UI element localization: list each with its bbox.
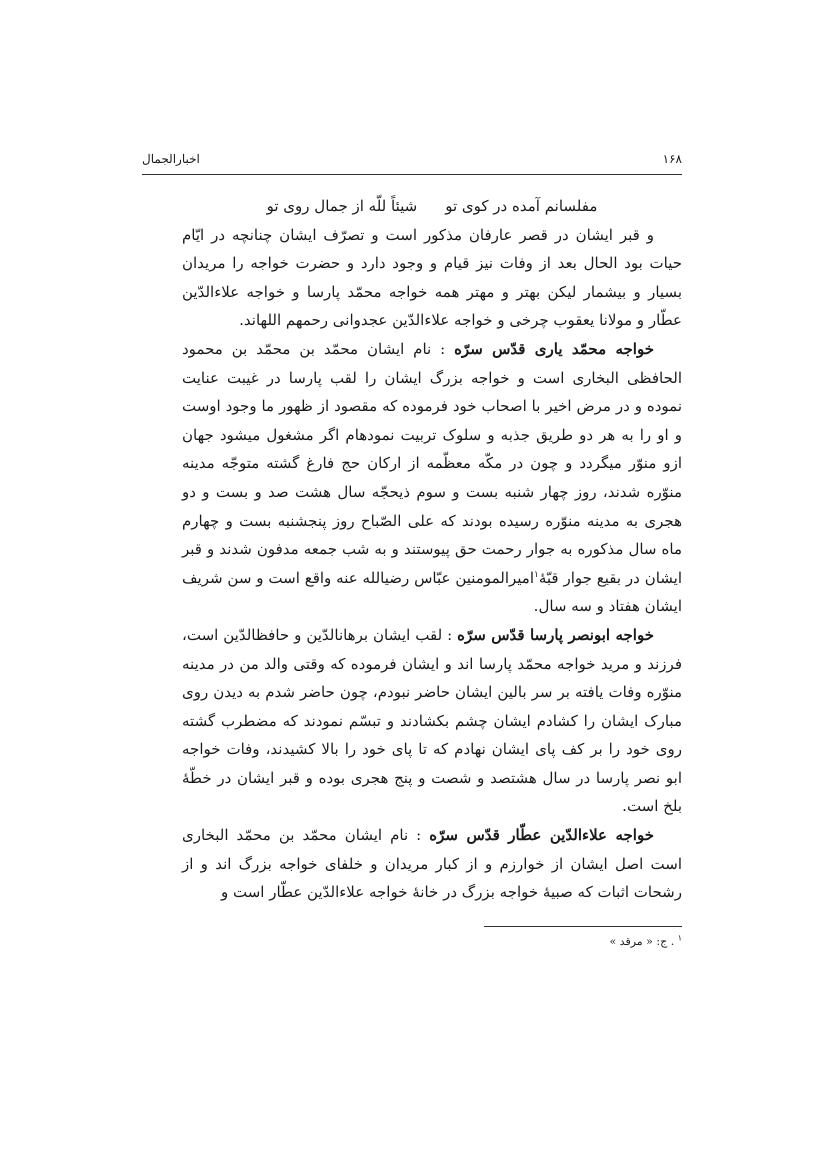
paragraph-text: : نام ایشان محمّد بن محمّد البخاری است اصل ایشان از خوارزم و از کبار مریدان و خلفای خواجه بزرگ اند و از رشحات اثبات که صبیهٔ خواجه بزرگ در خانهٔ خواجه علاءالدّین عطّار است و: [182, 826, 682, 902]
paragraph-text: و قبر ایشان در قصر عارفان مذکور است و تصرّف ایشان چنانچه در ایّام حیات بود الحال بعد از وفات نیز قیام و وجود دارد و حضرت خواجه را مریدان بسیار و بیشمار لیکن بهتر و مهتر همه خواجه محمّد پارسا و خواجه علاءالدّین عطّار و مولانا یعقوب چرخی و خواجه علاءالدّین عجدوانی رحمهم اللهاند.: [182, 225, 682, 330]
page-header: [142, 148, 682, 172]
section-heading: خواجه علاءالدّین عطّار قدّس سرّه: [429, 826, 654, 845]
footnote-rule: [484, 926, 682, 927]
footnote-text: . ج: « مرقد »: [609, 935, 675, 948]
paragraph-text: امیرالمومنین عبّاس رضیالله عنه واقع است و سن شریف ایشان هفتاد و سه سال.: [182, 568, 682, 616]
verse: [182, 192, 682, 221]
paragraph-muhammad-parsa: [182, 335, 682, 621]
paragraph-text: : نام ایشان محمّد بن محمّد بن محمود الحافظی البخاری است و خواجه بزرگ ایشان را لقب پارسا در غیبت عنایت نموده و در مرض اخیر با اصحاب خود فرموده که مقصود از ظهور ما وجود اوست و او را به هر دو طریق جذبه و سلوک تربیت نمودهام اگر مشغول میشود جهان ازو منوّر میگردد و چون در مکّه معظّمه از ارکان حج فارغ گشته متوجّه مدینه منوّره شدند، روز چهار شنبه بست و سوم ذیحجّه سال هشت صد و بست و دو هجری به مدینه منوّره رسیده بودند که علی الصّباح روز پنجشنبه بست و چهارم ماه سال مذکوره به جوار رحمت حق پیوستند و به شب جمعه مدفون شدند و قبر ایشان در بقیع جوار قبّهٔ: [182, 339, 683, 587]
footnote-reference[interactable]: ۱: [534, 569, 539, 580]
section-heading: خواجه ابونصر پارسا قدّس سرّه: [457, 625, 654, 644]
verse-hemistich-1: مفلسانم آمده در کوی تو: [445, 197, 598, 215]
footnote-number: ۱: [677, 933, 682, 943]
verse-hemistich-2: شیئاً للّه از جمال روی تو: [266, 197, 418, 215]
header-rule: [142, 174, 682, 175]
paragraph-abu-nasr-parsa: [182, 621, 682, 821]
section-heading: خواجه محمّد یاری قدّس سرّه: [454, 339, 654, 358]
running-title: اخبارالجمال: [142, 152, 200, 166]
body-text: [182, 192, 682, 907]
paragraph-tomb: [182, 221, 682, 335]
paragraph-text: : لقب ایشان برهانالدّین و حافظالدّین است، فرزند و مرید خواجه محمّد پارسا اند و ایشان فرموده که وقتی والد من در مدینه منوّره وفات یافته بر سر بالین ایشان حاضر نبودم، چون حاضر شدم به دیدن روی مبارک ایشان را کشادم ایشان چشم بکشادند و تبسّم نمودند که مضطرب گشته روی خود را بر کف پای ایشان نهادم که تا پای خود را بالا کشیدند، وفات خواجه ابو نصر پارسا در سال هشتصد و شصت و پنج هجری بوده و قبر ایشان در خطّهٔ بلخ است.: [182, 625, 682, 816]
paragraph-alauddin-attar: [182, 821, 682, 907]
page-number: ۱۶۸: [662, 152, 682, 166]
footnote: [484, 934, 682, 950]
